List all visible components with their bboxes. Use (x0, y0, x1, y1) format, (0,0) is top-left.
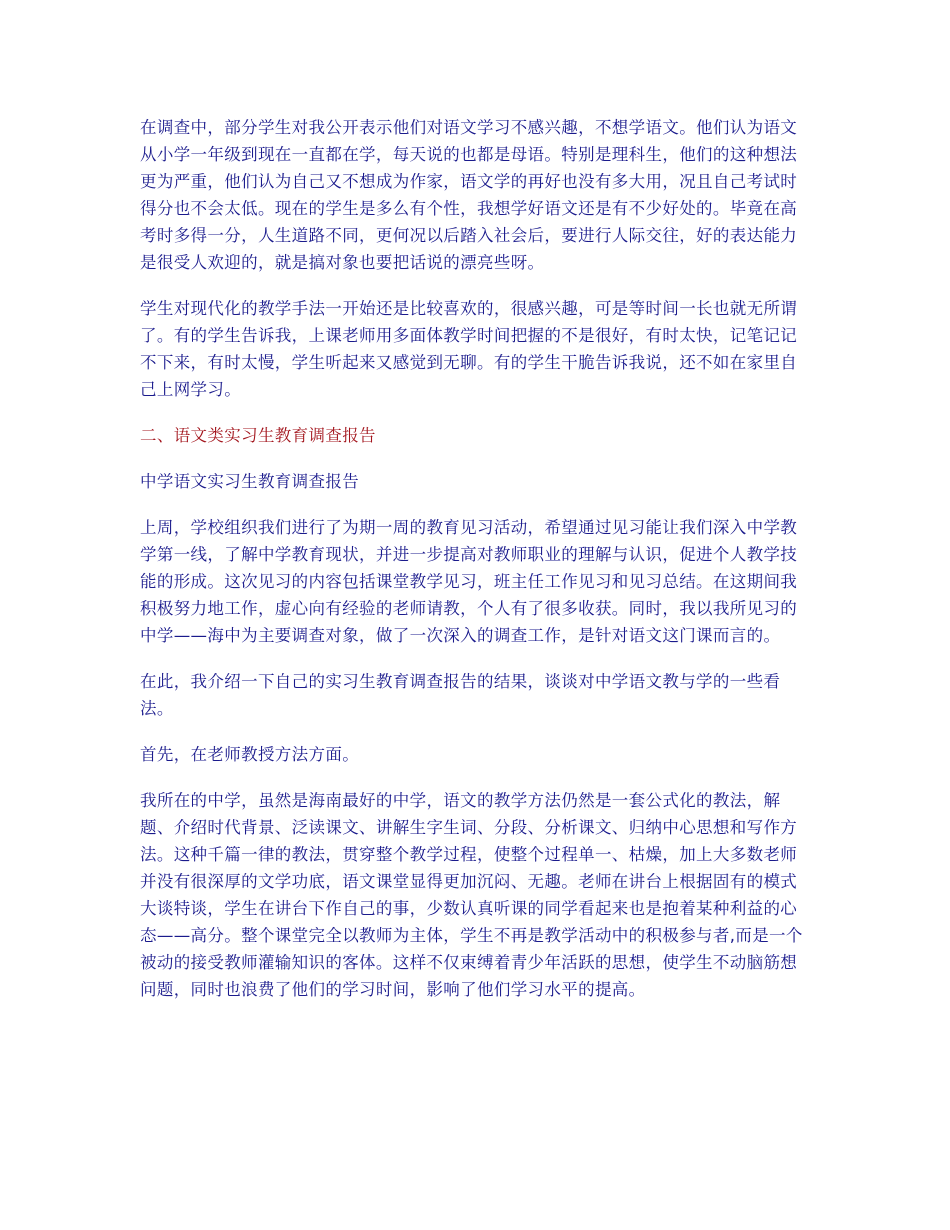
paragraph-teaching-methods-intro: 首先，在老师教授方法方面。 (140, 745, 360, 764)
paragraph-modern-teaching: 学生对现代化的教学手法一开始还是比较喜欢的，很感兴趣，可是等时间一长也就无所谓了。有的学生告诉我，上课老师用多面体教学时间把握的不是很好，有时太快，记笔记记不下来，有时太慢，学生听起来又感觉到无聊。有的学生干脆告诉我说，还不如在家里自己上网学习。 (140, 299, 798, 399)
paragraph-teaching-methods-detail: 我所在的中学，虽然是海南最好的中学，语文的教学方法仍然是一套公式化的教法，解题、介绍时代背景、泛读课文、讲解生字生词、分段、分析课文、归纳中心思想和写作方法。这种千篇一律的教法，贯穿整个教学过程，使整个过程单一、枯燥，加上大多数老师并没有很深厚的文学功底，语文课堂显得更加沉闷、无趣。老师在讲台上根据固有的模式大谈特谈，学生在讲台下作自己的事，少数认真听课的同学看起来也是抱着某种利益的心态——高分。整个课堂完全以教师为主体，学生不再是教学活动中的积极参与者,而是一个被动的接受教师灌输知识的客体。这样不仅束缚着青少年活跃的思想，使学生不动脑筋想问题，同时也浪费了他们的学习时间，影响了他们学习水平的提高。 (140, 791, 803, 999)
paragraph-survey-interest: 在调查中，部分学生对我公开表示他们对语文学习不感兴趣，不想学语文。他们认为语文从小学一年级到现在一直都在学，每天说的也都是母语。特别是理科生，他们的这种想法更为严重，他们认为自己又不想成为作家，语文学的再好也没有多大用，况且自己考试时得分也不会太低。现在的学生是多么有个性，我想学好语文还是有不少好处的。毕竟在高考时多得一分，人生道路不同，更何况以后踏入社会后，要进行人际交往，好的表达能力是很受人欢迎的，就是搞对象也要把话说的漂亮些呀。 (140, 118, 798, 272)
document-page (140, 114, 812, 1022)
paragraph-internship-activity: 上周，学校组织我们进行了为期一周的教育见习活动，希望通过见习能让我们深入中学教学第一线，了解中学教育现状，并进一步提高对教师职业的理解与认识，促进个人教学技能的形成。这次见习的内容包括课堂教学见习，班主任工作见习和见习总结。在这期间我积极努力地工作，虚心向有经验的老师请教，个人有了很多收获。同时，我以我所见习的中学——海中为主要调查对象，做了一次深入的调查工作，是针对语文这门课而言的。 (140, 518, 798, 645)
section-heading: 二、语文类实习生教育调查报告 (140, 426, 376, 445)
report-subtitle: 中学语文实习生教育调查报告 (140, 472, 360, 491)
paragraph-introduction: 在此，我介绍一下自己的实习生教育调查报告的结果，谈谈对中学语文教与学的一些看法。 (140, 672, 781, 718)
